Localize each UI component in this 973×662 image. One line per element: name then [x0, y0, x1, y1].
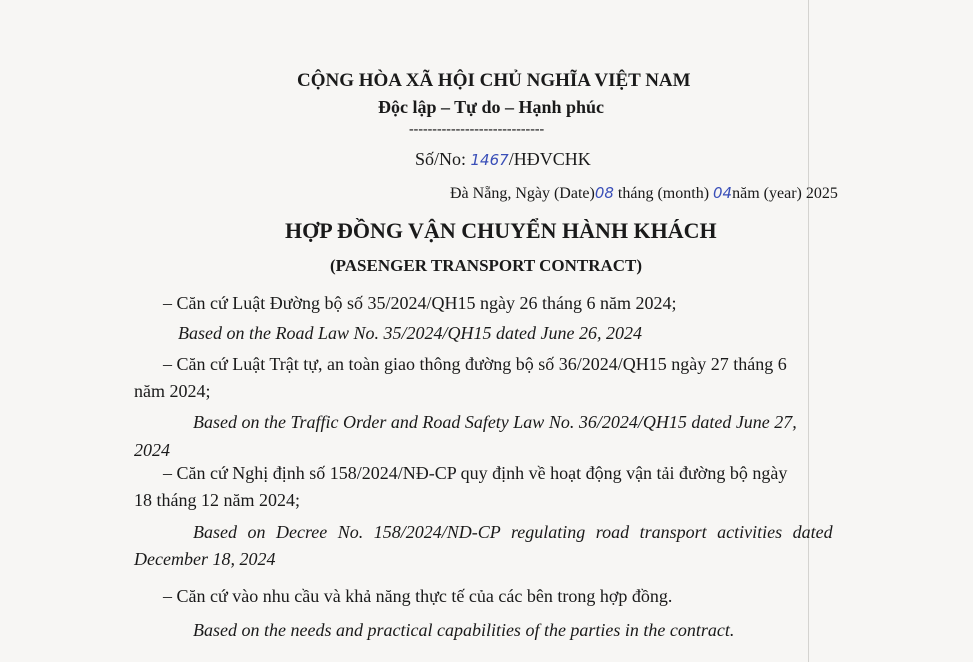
year-label: năm (year) 2025 — [732, 185, 838, 202]
scan-fold-line — [808, 0, 809, 662]
month-handwritten: 04 — [713, 184, 733, 202]
divider: ----------------------------- — [409, 122, 545, 137]
country-name: CỘNG HÒA XÃ HỘI CHỦ NGHĨA VIỆT NAM — [297, 70, 691, 91]
basis-2-en: Based on the Traffic Order and Road Safety Law No. 36/2024/QH15 dated June 27, — [193, 412, 797, 432]
date-prefix: Đà Nẵng, Ngày (Date) — [450, 185, 595, 202]
basis-1-en: Based on the Road Law No. 35/2024/QH15 dated June 26, 2024 — [178, 323, 642, 343]
basis-3-en: Based on Decree No. 158/2024/ND-CP regulating road transport activities dated — [193, 522, 833, 542]
number-handwritten: 1467 — [470, 151, 509, 169]
contract-subtitle: (PASENGER TRANSPORT CONTRACT) — [330, 256, 643, 275]
month-label: tháng (month) — [613, 185, 714, 202]
basis-3-vi-cont: 18 tháng 12 năm 2024; — [134, 490, 300, 510]
basis-2-en-cont: 2024 — [134, 440, 170, 460]
basis-4-vi: – Căn cứ vào nhu cầu và khả năng thực tế của các bên trong hợp đồng. — [163, 586, 673, 606]
number-label: Số/No: — [415, 149, 471, 169]
basis-3-en-cont: December 18, 2024 — [134, 549, 276, 569]
basis-2-vi: – Căn cứ Luật Trật tự, an toàn giao thông đường bộ số 36/2024/QH15 ngày 27 tháng 6 — [163, 354, 787, 374]
contract-title: HỢP ĐỒNG VẬN CHUYỂN HÀNH KHÁCH — [285, 218, 717, 243]
basis-3-vi: – Căn cứ Nghị định số 158/2024/NĐ-CP quy định về hoạt động vận tải đường bộ ngày — [163, 463, 788, 483]
date-line — [450, 184, 838, 203]
basis-4-en: Based on the needs and practical capabilities of the parties in the contract. — [193, 620, 735, 640]
day-handwritten: 08 — [594, 184, 614, 202]
number-suffix: /HĐVCHK — [508, 149, 591, 169]
basis-1-vi: – Căn cứ Luật Đường bộ số 35/2024/QH15 ngày 26 tháng 6 năm 2024; — [163, 293, 677, 313]
motto: Độc lập – Tự do – Hạnh phúc — [378, 97, 605, 117]
contract-number — [415, 149, 591, 170]
basis-2-vi-cont: năm 2024; — [134, 381, 211, 401]
